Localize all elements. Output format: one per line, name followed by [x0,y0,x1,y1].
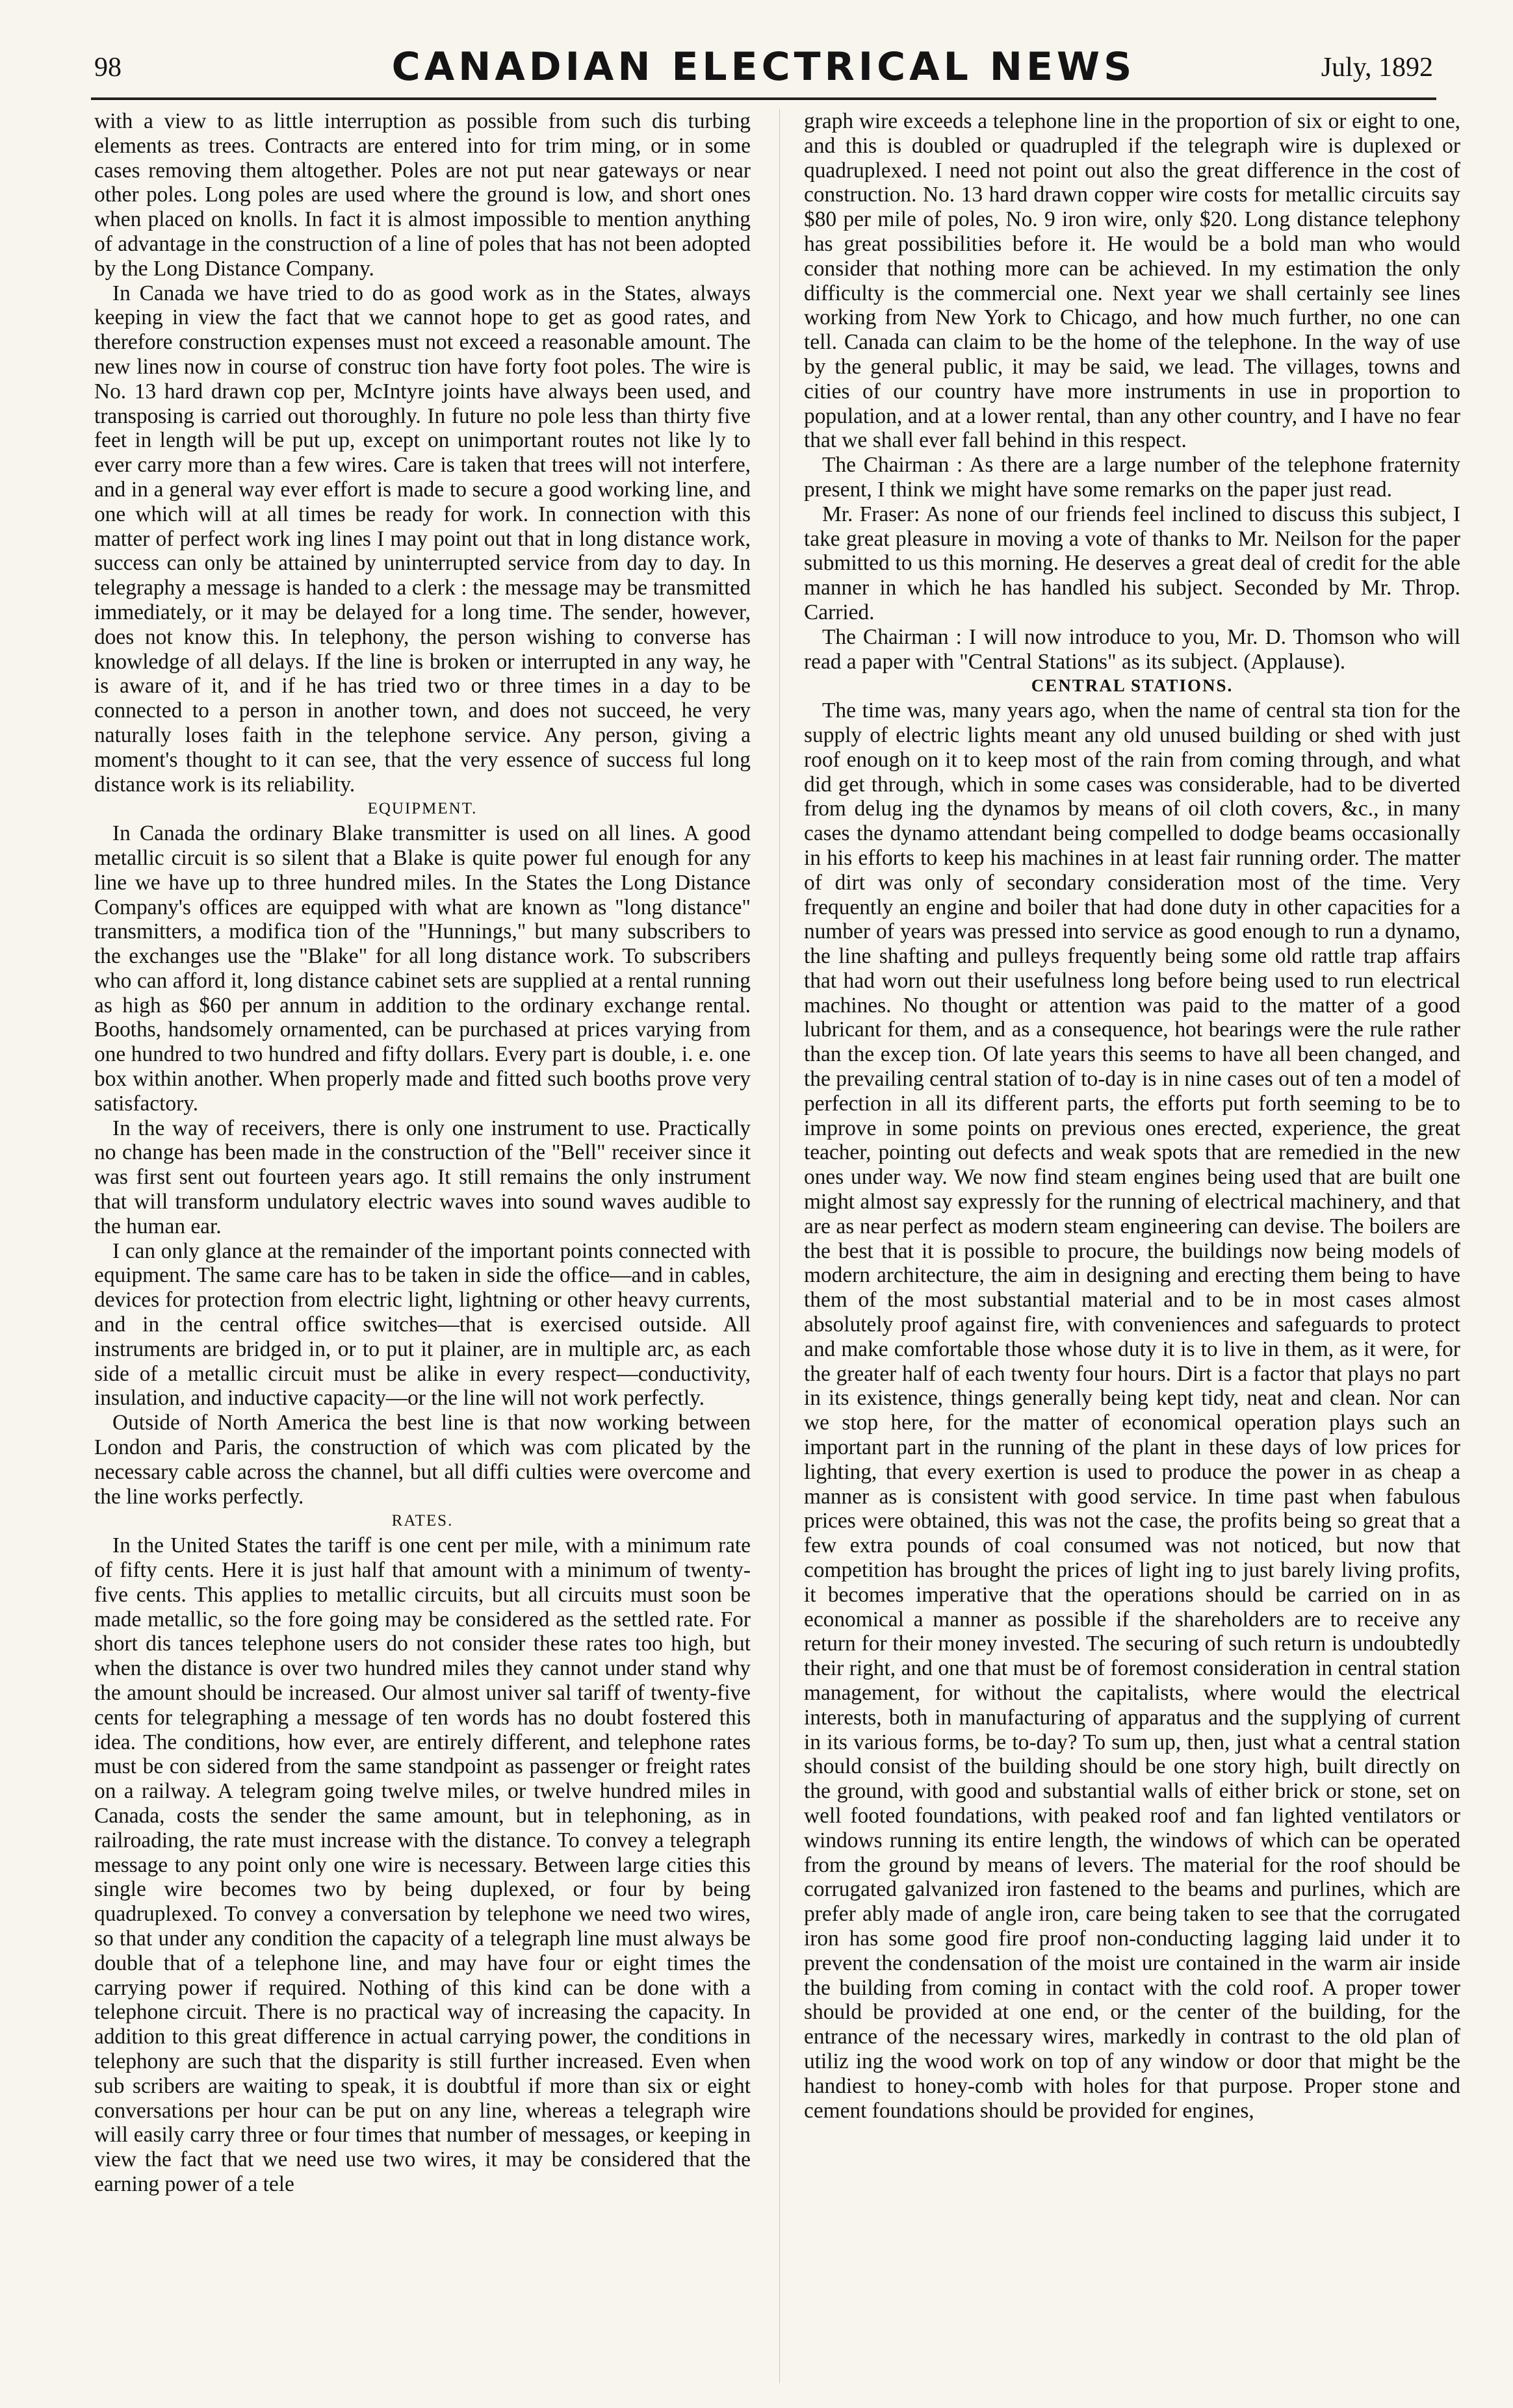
section-heading-rates: RATES. [391,1512,454,1530]
paragraph: The Chairman : As there are a large number of the telephone fraternity present, I think we might have some remarks on the paper just read. [804,453,1460,502]
right-column [804,109,1460,2383]
paragraph: The time was, many years ago, when the name of central sta tion for the supply of electric lights meant any old unused building or shed with just roof enough on it to keep most of the rain from coming through, and what did get through, which in some cases was considerable, had to be diverted from delug ing the dynamos by means of oil cloth covers, &c., in many cases the dynamo attendant being compelled to dodge beams occasionally in his efforts to keep his machines in at least fair running order. The matter of dirt was only of secondary consideration most of the time. Very frequently an engine and boiler that had done duty in other capacities for a number of years was pressed into service as good enough to run a dynamo, the line shafting and pulleys frequently being some old rattle trap affairs that had worn out their usefulness long before being used to run electrical machines. No thought or attention was paid to the matter of a good lubricant for them, and as a consequence, hot bearings were the rule rather than the excep tion. Of late years this seems to have all been changed, and the prevailing central station of to-day is in nine cases out of ten a model of perfection in all its different parts, the efforts put forth seeming to be to improve in some points on previous ones erected, experience, the great teacher, pointing out defects and weak spots that are remedied in the new ones under way. We now find steam engines being used that are built one might almost say expressly for the running of electrical machinery, and that are as near perfect as modern steam engineering can devise. The boilers are the best that it is possible to procure, the buildings now being models of modern architecture, the aim in designing and erecting them being to have them of the most substantial material and to be in most cases almost absolutely proof against fire, with conveniences and safeguards to protect and make comfortable those whose duty it is to live in them, as it were, for the greater half of each twenty four hours. Dirt is a factor that plays no part in its existence, things generally being kept tidy, neat and clean. Nor can we stop here, for the matter of economical operation plays such an important part in the running of the plant in these days of low prices for lighting, that every exertion is used to produce the power in as cheap a manner as is consistent with good service. In time past when fabulous prices were obtained, this was not the case, the profits being so great that a few extra pounds of coal consumed was not noticed, but now that competition has brought the prices of light ing to just barely living profits, it becomes imperative that the operations should be carried on in as economical a manner as possible if the shareholders are to receive any return for their money invested. The securing of such return is undoubtedly their right, and one that must be of foremost consideration in central station management, for without the capitalists, where would the electrical interests, both in manufacturing of apparatus and the supplying of current in its various forms, be to-day? To sum up, then, just what a central station should consist of the building should be one story high, built directly on the ground, with good and substantial walls of either brick or stone, set on well footed foundations, with peaked roof and fan lighted ventilators or windows running its entire length, the windows of which can be operated from the ground by means of levers. The material for the roof should be corrugated galvanized iron fastened to the beams and purlines, which are prefer ably made of angle iron, care being taken to see that the corrugated iron has some good fire proof non-conducting lagging laid under it to prevent the condensation of the moist ure contained in the warm air inside the building from coming in contact with the cold roof. A proper tower should be provided at one end, or the center of the building, for the entrance of the necessary wires, markedly in contrast to the old plan of utiliz ing the wood work on top of any window or door that might be the handiest to honey-comb with holes for that purpose. Proper stone and cement foundations should be provided for engines, [804,698,1460,2123]
paragraph: In the way of receivers, there is only one instrument to use. Practically no change has been made in the construction of the "Bell" receiver since it was first sent out fourteen years ago. It still remains the only instrument that will transform undulatory electric waves into sound waves audible to the human ear. [94,1116,751,1238]
page-header [94,40,1433,99]
section-heading-central-stations: CENTRAL STATIONS. [1031,676,1234,696]
paragraph: The Chairman : I will now introduce to you, Mr. D. Thomson who will read a paper with "Central Stations" as its subject. (Applause). [804,624,1460,674]
masthead-title: CANADIAN ELECTRICAL NEWS [391,44,1136,90]
paragraph: with a view to as little interruption as possible from such dis turbing elements as trees. Contracts are entered into for trim ming, or in some cases removing them altogether. Poles are not put near gateways or near other poles. Long poles are used where the ground is low, and short ones when placed on knolls. In fact it is almost impossible to mention anything of advantage in the construction of a line of poles that has not been adopted by the Long Distance Company. [94,109,751,281]
paragraph: I can only glance at the remainder of the important points connected with equipment. The same care has to be taken in side the office—and in cables, devices for protection from electric light, lightning or other heavy currents, and in the central office switches—that is exercised outside. All instruments are bridged in, or to put it plainer, are in multiple arc, as each side of a metallic circuit must be alike in every respect—conductivity, insulation, and inductive capacity—or the line will not work perfectly. [94,1238,751,1411]
paragraph: graph wire exceeds a telephone line in the proportion of six or eight to one, and this is doubled or quadrupled if the telegraph wire is duplexed or quadruplexed. I need not point out also the great difference in the cost of construction. No. 13 hard drawn copper wire costs for metallic circuits say $80 per mile of poles, No. 9 iron wire, only $20. Long distance telephony has great possibilities before it. He would be a bold man who would consider that nothing more can be achieved. In my estimation the only difficulty is the commercial one. Next year we shall certainly see lines working from New York to Chicago, and how much further, no one can tell. Canada can claim to be the home of the telephone. In the way of use by the general public, it may be said, we lead. The villages, towns and cities of our country have more instruments in use in proportion to population, and at a lower rental, than any other country, and I have no fear that we shall ever fall behind in this respect. [804,109,1460,453]
paragraph: Mr. Fraser: As none of our friends feel inclined to discuss this subject, I take great pleasure in moving a vote of thanks to Mr. Neilson for the paper submitted to us this morning. He deserves a great deal of credit for the able manner in which he has handled his subject. Seconded by Mr. Throp. Carried. [804,502,1460,624]
page-number: 98 [94,53,122,83]
paragraph: Outside of North America the best line is that now working between London and Paris, the construction of which was com plicated by the necessary cable across the channel, but all diffi culties were overcome and the line works perfectly. [94,1411,751,1509]
section-heading-equipment: EQUIPMENT. [367,800,478,818]
paragraph: In Canada the ordinary Blake transmitter is used on all lines. A good metallic circuit is so silent that a Blake is quite power ful enough for any line we have up to three hundred miles. In the States the Long Distance Company's offices are equipped with what are known as "long distance" transmitters, a modifica tion of the "Hunnings," but many subscribers to the exchanges use the "Blake" for all long distance work. To subscribers who can afford it, long distance cabinet sets are supplied at a rental running as high as $60 per annum in addition to the ordinary exchange rental. Booths, handsomely ornamented, can be purchased at prices varying from one hundred to two hundred and fifty dollars. Every part is double, i. e. one box within another. When properly made and fitted such booths prove very satisfactory. [94,821,751,1116]
issue-date: July, 1892 [1321,53,1433,83]
paragraph: In the United States the tariff is one cent per mile, with a minimum rate of fifty cents. Here it is just half that amount with a minimum of twenty-five cents. This applies to metallic circuits, but all circuits must soon be made metallic, so the fore going may be considered as the settled rate. For short dis tances telephone users do not consider these rates too high, but when the distance is over two hundred miles they cannot under stand why the amount should be increased. Our almost univer sal tariff of twenty-five cents for telegraphing a message of ten words has no doubt fostered this idea. The conditions, how ever, are entirely different, and telephone rates must be con sidered from the same standpoint as passenger or freight rates on a railway. A telegram going twelve miles, or twelve hundred miles in Canada, costs the sender the same amount, but in telephoning, as in railroading, the rate must increase with the distance. To convey a telegraph message to any point only one wire is necessary. Between large cities this single wire becomes two by being duplexed, or four by being quadruplexed. To convey a conversation by telephone we need two wires, so that under any condition the capacity of a telegraph line must always be double that of a telephone line, and may have four or eight times the carrying power if required. Nothing of this kind can be done with a telephone circuit. There is no practical way of increasing the capacity. In addition to this great difference in actual carrying power, the conditions in telephony are such that the disparity is still further increased. Even when sub scribers are waiting to speak, it is doubtful if more than six or eight conversations per hour can be put on any line, whereas a telegraph wire will easily carry three or four times that number of messages, or keeping in view the fact that we need use two wires, it may be considered that the earning power of a tele [94,1533,751,2196]
left-column [94,109,751,2383]
paragraph: In Canada we have tried to do as good work as in the States, always keeping in view the fact that we cannot hope to get as good rates, and therefore construction expenses must not exceed a reasonable amount. The new lines now in course of construc tion have forty foot poles. The wire is No. 13 hard drawn cop per, McIntyre joints have always been used, and transposing is carried out thoroughly. In future no pole less than thirty five feet in length will be put up, except on unimportant routes not like ly to ever carry more than a few wires. Care is taken that trees will not interfere, and in a general way ever effort is made to secure a good working line, and one which will at all times be ready for work. In connection with this matter of perfect work ing lines I may point out that in long distance work, success can only be attained by uninterrupted service from day to day. In telegraphy a message is handed to a clerk : the message may be transmitted immediately, or it may be delayed for a long time. The sender, however, does not know this. In telephony, the person wishing to converse has knowledge of all delays. If the line is broken or interrupted in any way, he is aware of it, and if he has tried two or three times in a day to be connected to a person in another town, and does not succeed, he very naturally loses faith in the telephone service. Any person, giving a moment's thought to it can see, that the very essence of success ful long distance work is its reliability. [94,281,751,797]
header-rule [91,97,1436,100]
column-divider [779,109,780,2383]
